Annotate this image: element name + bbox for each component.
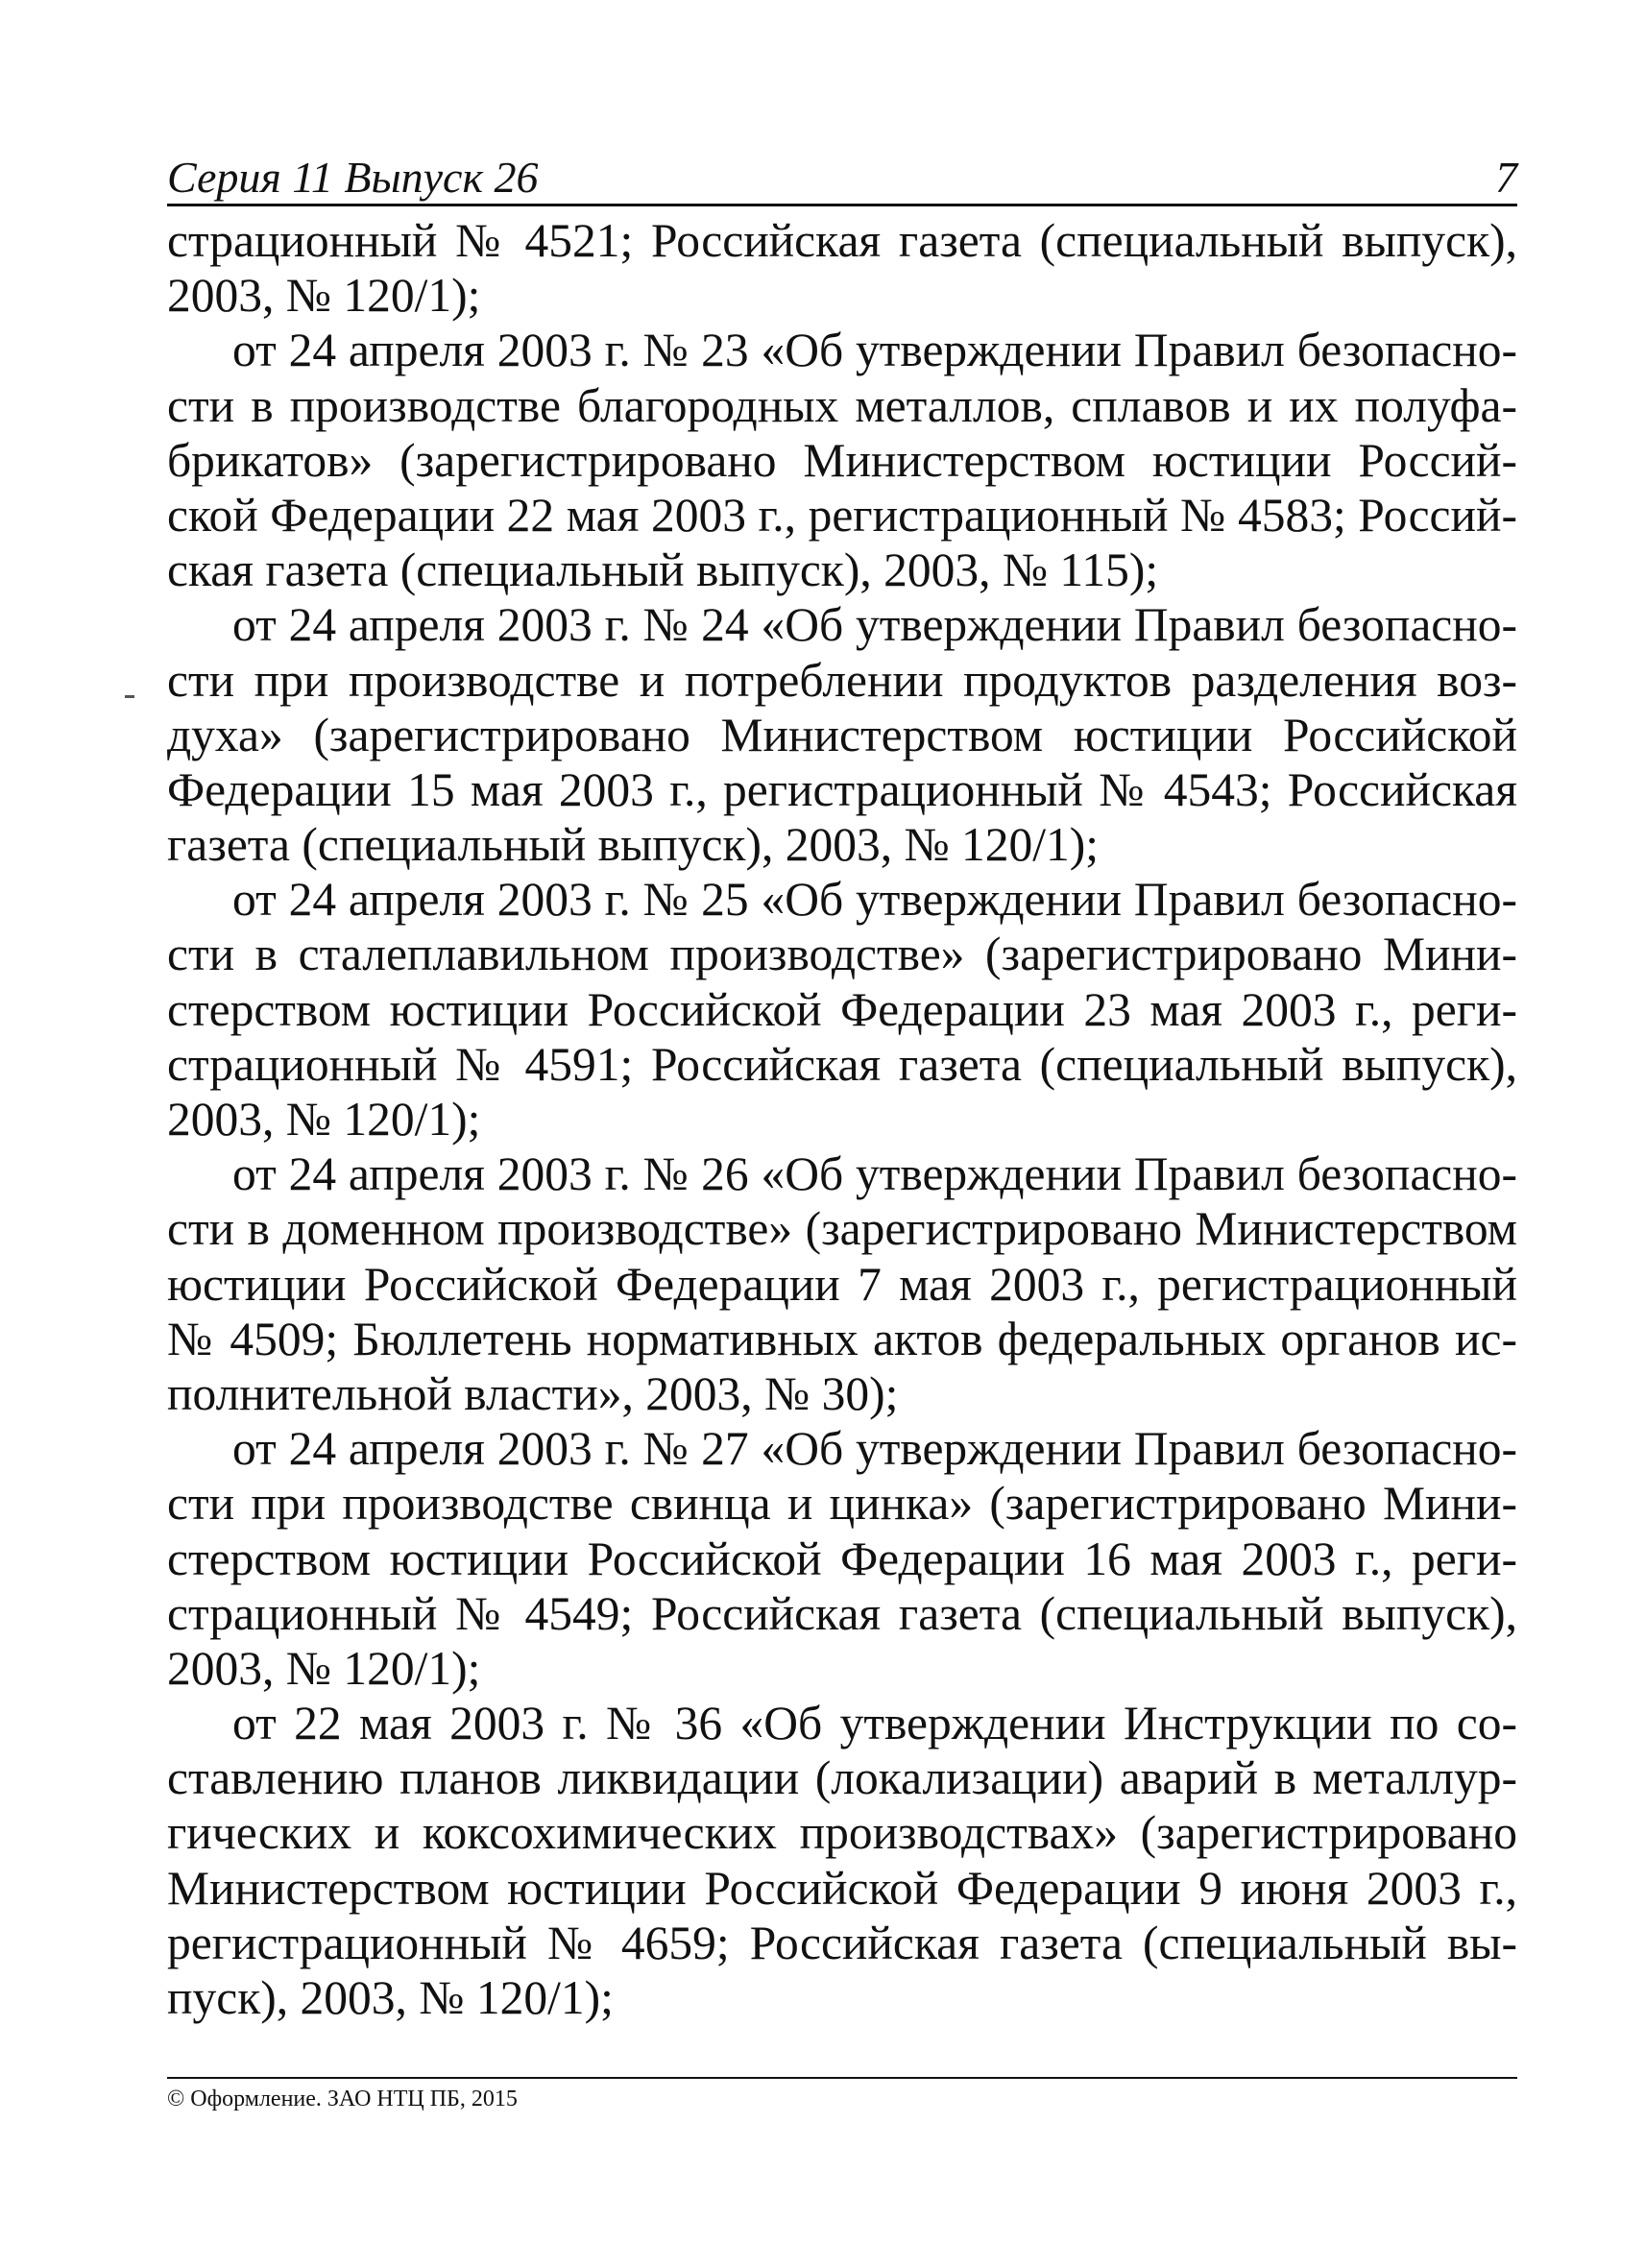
text-line: газета (специальный выпуск), 2003, № 120/1);	[167, 818, 1100, 872]
text-line: от 24 апреля 2003 г. № 27 «Об утверждении Правил безопасно-	[232, 1422, 1517, 1476]
text-line: сти при производстве свинца и цинка» (зарегистрировано Мини-	[167, 1477, 1517, 1531]
text-line: от 24 апреля 2003 г. № 26 «Об утверждении Правил безопасно-	[232, 1147, 1517, 1201]
text-line: от 24 апреля 2003 г. № 25 «Об утверждении Правил безопасно-	[232, 873, 1517, 927]
text-line: юстиции Российской Федерации 7 мая 2003 г., регистрационный	[167, 1257, 1517, 1311]
text-line: стерством юстиции Российской Федерации 23 мая 2003 г., реги-	[167, 982, 1517, 1036]
text-line: пуск), 2003, № 120/1);	[167, 1971, 614, 2024]
text-line: Федерации 15 мая 2003 г., регистрационный № 4543; Российская	[167, 762, 1517, 816]
text-line: 2003, № 120/1);	[167, 1093, 481, 1146]
margin-mark	[125, 695, 134, 698]
text-line: Министерством юстиции Российской Федерации 9 июня 2003 г.,	[167, 1861, 1517, 1915]
text-line: сти в доменном производстве» (зарегистрировано Министерством	[167, 1202, 1517, 1256]
header-rule	[167, 204, 1517, 206]
text-line: стерством юстиции Российской Федерации 16 мая 2003 г., реги-	[167, 1532, 1517, 1585]
text-line: от 22 мая 2003 г. № 36 «Об утверждении Инструкции по со-	[232, 1697, 1517, 1750]
text-line: ская газета (специальный выпуск), 2003, № 115);	[167, 543, 1159, 597]
text-line: ставлению планов ликвидации (локализации) аварий в металлур-	[167, 1751, 1517, 1805]
text-line: от 24 апреля 2003 г. № 23 «Об утверждении Правил безопасно-	[232, 324, 1517, 377]
page-number: 7	[1495, 153, 1517, 202]
text-line: духа» (зарегистрировано Министерством юстиции Российской	[167, 708, 1517, 761]
text-line: гических и коксохимических производствах» (зарегистрировано	[167, 1806, 1517, 1860]
text-line: от 24 апреля 2003 г. № 24 «Об утверждении Правил безопасно-	[232, 598, 1517, 652]
text-line: брикатов» (зарегистрировано Министерством юстиции Россий-	[167, 433, 1517, 487]
footer-rule	[167, 2077, 1517, 2079]
text-line: регистрационный № 4659; Российская газета (специальный вы-	[167, 1916, 1517, 1969]
text-line: сти в сталеплавильном производстве» (зарегистрировано Мини-	[167, 928, 1517, 981]
text-line: страционный № 4591; Российская газета (специальный выпуск),	[167, 1037, 1517, 1091]
text-line: № 4509; Бюллетень нормативных актов федеральных органов ис-	[167, 1312, 1517, 1365]
running-header	[167, 154, 1517, 202]
text-line: полнительной власти», 2003, № 30);	[167, 1366, 899, 1420]
text-line: сти в производстве благородных металлов, сплавов и их полуфа-	[167, 378, 1517, 432]
text-line: страционный № 4521; Российская газета (специальный выпуск),	[167, 214, 1517, 267]
text-line: 2003, № 120/1);	[167, 1641, 481, 1695]
text-line: ской Федерации 22 мая 2003 г., регистрационный № 4583; Россий-	[167, 488, 1517, 542]
text-line: сти при производстве и потреблении продуктов разделения воз-	[167, 653, 1517, 707]
series-title: Серия 11 Выпуск 26	[167, 153, 539, 202]
copyright-notice: © Оформление. ЗАО НТЦ ПБ, 2015	[167, 2087, 518, 2111]
text-line: 2003, № 120/1);	[167, 269, 481, 323]
text-line: страционный № 4549; Российская газета (специальный выпуск),	[167, 1586, 1517, 1640]
document-body	[167, 213, 1517, 2025]
